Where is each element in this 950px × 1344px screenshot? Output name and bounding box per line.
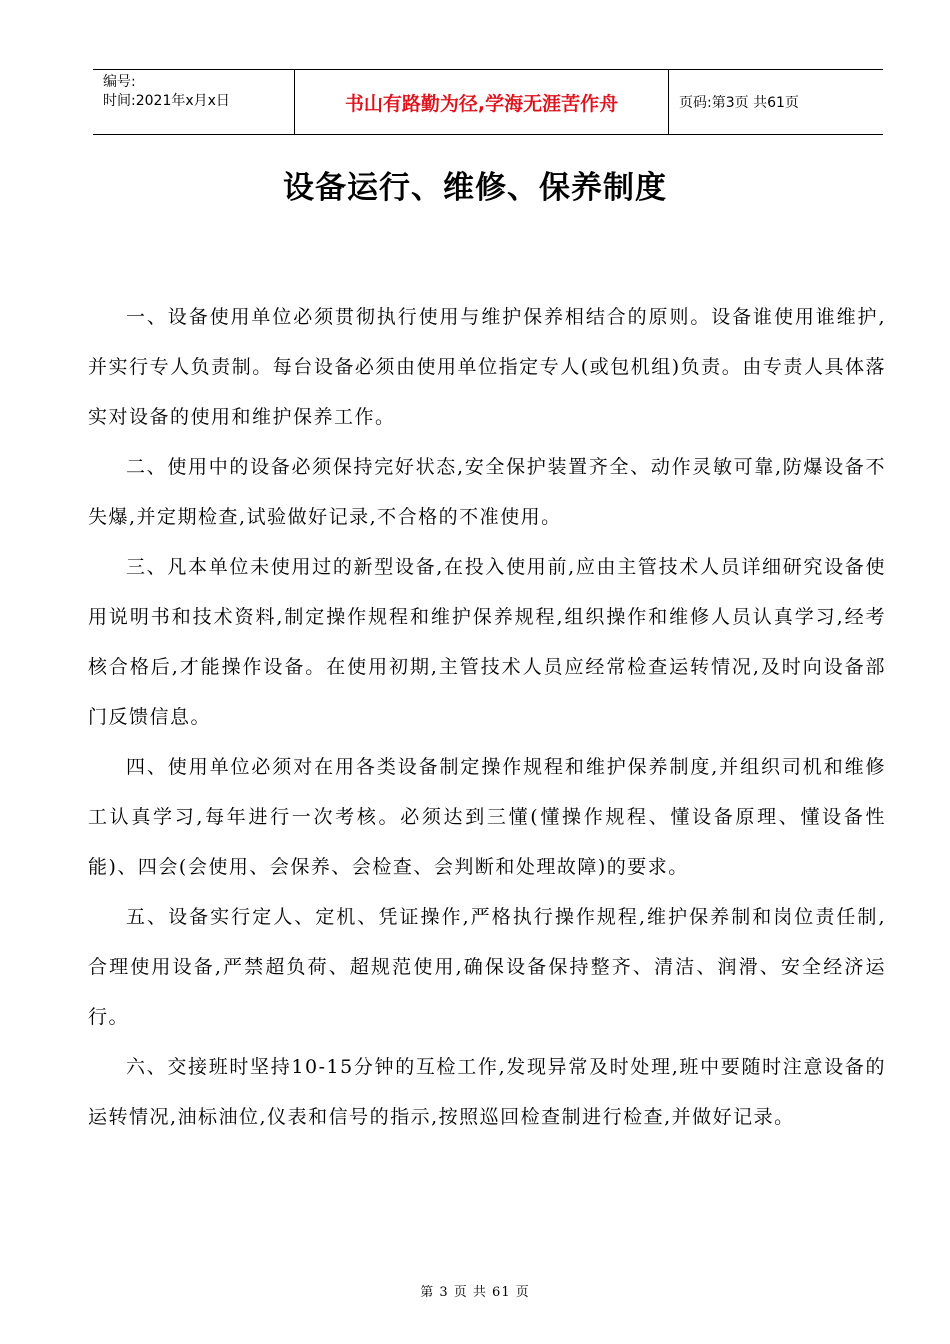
document-header — [93, 69, 883, 135]
motto-text: 书山有路勤为径,学海无涯苦作舟 — [344, 92, 619, 115]
header-page-info: 页码:第3页 共61页 — [679, 95, 799, 111]
paragraph: 二、使用中的设备必须保持完好状态,安全保护装置齐全、动作灵敏可靠,防爆设备不失爆,并定期检查,试验做好记录,不合格的不准使用。 — [88, 456, 886, 528]
paragraph: 一、设备使用单位必须贯彻执行使用与维护保养相结合的原则。设备谁使用谁维护,并实行专人负责制。每台设备必须由使用单位指定专人(或包机组)负责。由专责人具体落实对设备的使用和维护保养工作。 — [88, 306, 886, 428]
document-time-label: 时间:2021年x月x日 — [103, 93, 230, 109]
header-motto-cell — [295, 70, 669, 134]
paragraph: 六、交接班时坚持10-15分钟的互检工作,发现异常及时处理,班中要随时注意设备的运转情况,油标油位,仪表和信号的指示,按照巡回检查制进行检查,并做好记录。 — [88, 1056, 886, 1128]
paragraph: 四、使用单位必须对在用各类设备制定操作规程和维护保养制度,并组织司机和维修工认真学习,每年进行一次考核。必须达到三懂(懂操作规程、懂设备原理、懂设备性能)、四会(会使用、会保养、会检查、会判断和处理故障)的要求。 — [88, 756, 886, 878]
header-page-cell — [669, 70, 883, 134]
paragraph: 五、设备实行定人、定机、凭证操作,严格执行操作规程,维护保养制和岗位责任制,合理使用设备,严禁超负荷、超规范使用,确保设备保持整齐、清洁、润滑、安全经济运行。 — [88, 906, 886, 1028]
paragraph: 三、凡本单位未使用过的新型设备,在投入使用前,应由主管技术人员详细研究设备使用说明书和技术资料,制定操作规程和维护保养规程,组织操作和维修人员认真学习,经考核合格后,才能操作设备。在使用初期,主管技术人员应经常检查运转情况,及时向设备部门反馈信息。 — [88, 556, 886, 728]
document-title: 设备运行、维修、保养制度 — [283, 170, 667, 206]
page-footer: 第 3 页 共 61 页 — [420, 1285, 530, 1300]
header-left-cell — [93, 70, 295, 134]
document-body — [88, 292, 886, 1142]
document-number-label: 编号: — [103, 74, 136, 90]
